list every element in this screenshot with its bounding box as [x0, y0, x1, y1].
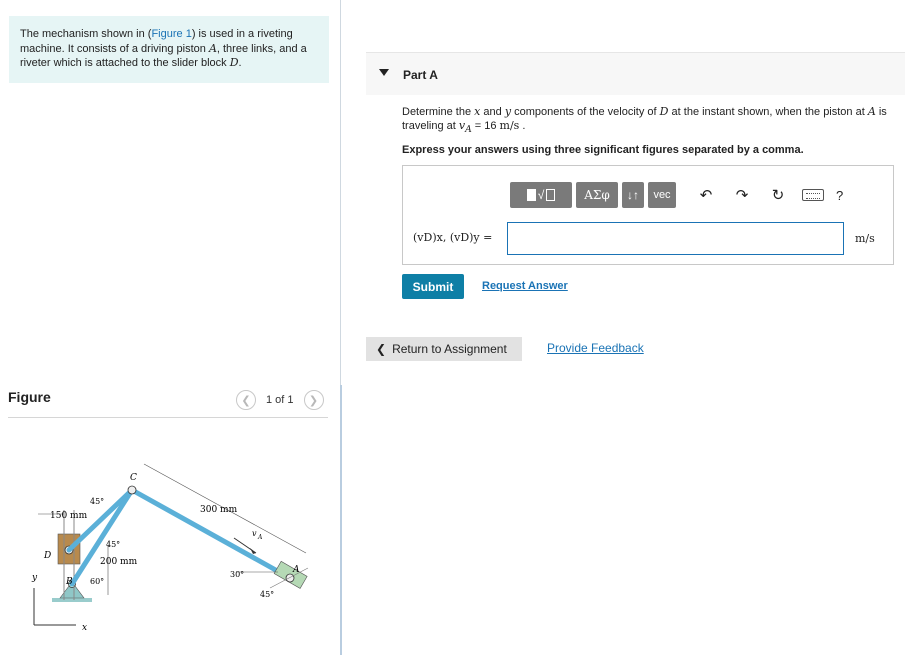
label-d: D: [44, 551, 52, 561]
undo-icon[interactable]: ↶: [699, 187, 713, 204]
intro-text-2: ) is used in a riveting machine. It consists of a driving piston: [20, 28, 293, 55]
prev-figure-button[interactable]: [236, 390, 256, 410]
intro-text-4: .: [238, 57, 242, 69]
dim200-text: 200 mm: [100, 557, 138, 567]
template-square-icon: [527, 189, 536, 201]
q-text-5: is traveling at: [402, 106, 887, 132]
column-divider-accent: [340, 385, 342, 655]
q-text-2: and: [480, 106, 505, 118]
q-text-7: .: [519, 120, 526, 132]
angle-45b: 45°: [106, 540, 121, 549]
q-var-a: A: [867, 105, 876, 118]
ground-b: [52, 598, 92, 602]
pin-c: [128, 486, 136, 494]
provide-feedback-link[interactable]: Provide Feedback: [547, 341, 644, 355]
chevron-right-icon: ❯: [308, 394, 319, 407]
pin-a: [286, 574, 294, 582]
dim300-text: 300 mm: [200, 505, 238, 515]
q-var-va-sub: A: [465, 124, 472, 136]
label-a: A: [293, 565, 300, 575]
q-var-x: x: [474, 105, 481, 118]
answer-label: (vD)x, (vD)y =: [413, 231, 493, 244]
templates-button[interactable]: [510, 182, 572, 208]
dim150-text: 150 mm: [50, 511, 88, 521]
answer-input[interactable]: [507, 222, 844, 255]
figure-divider: [8, 417, 328, 418]
q-text-4: at the instant shown, when the piston at: [668, 106, 868, 118]
return-label: Return to Assignment: [392, 342, 507, 356]
va-sub-label: A: [258, 534, 263, 541]
q-units: m/s: [499, 119, 520, 132]
redo-icon[interactable]: ↷: [735, 187, 749, 204]
return-to-assignment-button[interactable]: [366, 337, 522, 361]
angle-30: 30°: [230, 570, 245, 579]
q-var-va: v: [458, 119, 466, 132]
chevron-left-icon: ❮: [241, 394, 251, 407]
left-column: [0, 0, 340, 655]
q-text-6: = 16: [471, 120, 500, 132]
question-text: [402, 105, 902, 137]
label-c: C: [130, 473, 137, 483]
figure-title: Figure: [8, 389, 51, 405]
q-text-1: Determine the: [402, 106, 475, 118]
keyboard-icon[interactable]: [802, 189, 824, 201]
collapse-triangle-icon[interactable]: [379, 69, 389, 76]
axis-x-label: x: [82, 623, 88, 633]
mechanism-figure: [8, 450, 328, 640]
answer-instruction: Express your answers using three significant figures separated by a comma.: [402, 144, 804, 156]
angle-45a: 45°: [90, 497, 105, 506]
piston-variable: A: [208, 41, 217, 55]
request-answer-link[interactable]: Request Answer: [482, 280, 568, 292]
q-var-y: y: [504, 105, 512, 118]
pager-text: 1 of 1: [266, 394, 294, 406]
next-figure-button[interactable]: [304, 390, 324, 410]
part-title: Part A: [403, 68, 438, 82]
math-toolbar: [510, 182, 843, 208]
answer-unit: m/s: [855, 232, 875, 245]
link-ca: [132, 490, 290, 578]
q-text-3: components of the velocity of: [511, 106, 660, 118]
intro-text-3: , three links, and a riveter which is attached to the slider block: [20, 42, 307, 69]
sqrt-icon: √: [537, 188, 545, 202]
submit-button[interactable]: Submit: [402, 274, 464, 299]
chevron-left-icon: ❮: [376, 342, 387, 356]
part-a-header[interactable]: [366, 52, 905, 95]
axis-y-label: y: [32, 573, 38, 583]
q-var-d: D: [659, 105, 669, 118]
label-b: B: [66, 577, 73, 587]
greek-symbols-button[interactable]: ΑΣφ: [576, 182, 618, 208]
problem-intro: [9, 16, 329, 83]
vector-button[interactable]: vec: [648, 182, 676, 208]
help-button[interactable]: ?: [836, 187, 844, 203]
figure-pager: [236, 390, 324, 410]
block-variable: D: [229, 56, 239, 69]
arrow-head: [250, 548, 256, 554]
angle-45c: 45°: [260, 590, 275, 599]
template-box-icon: [546, 189, 555, 201]
angle-60: 60°: [90, 577, 105, 586]
answer-box: [402, 165, 894, 265]
subscript-superscript-button[interactable]: ↓↑: [622, 182, 644, 208]
reset-icon[interactable]: ↻: [771, 187, 785, 204]
figure-link[interactable]: Figure 1: [151, 28, 192, 40]
va-label: v: [252, 529, 257, 538]
intro-text: The mechanism shown in (: [20, 28, 152, 40]
